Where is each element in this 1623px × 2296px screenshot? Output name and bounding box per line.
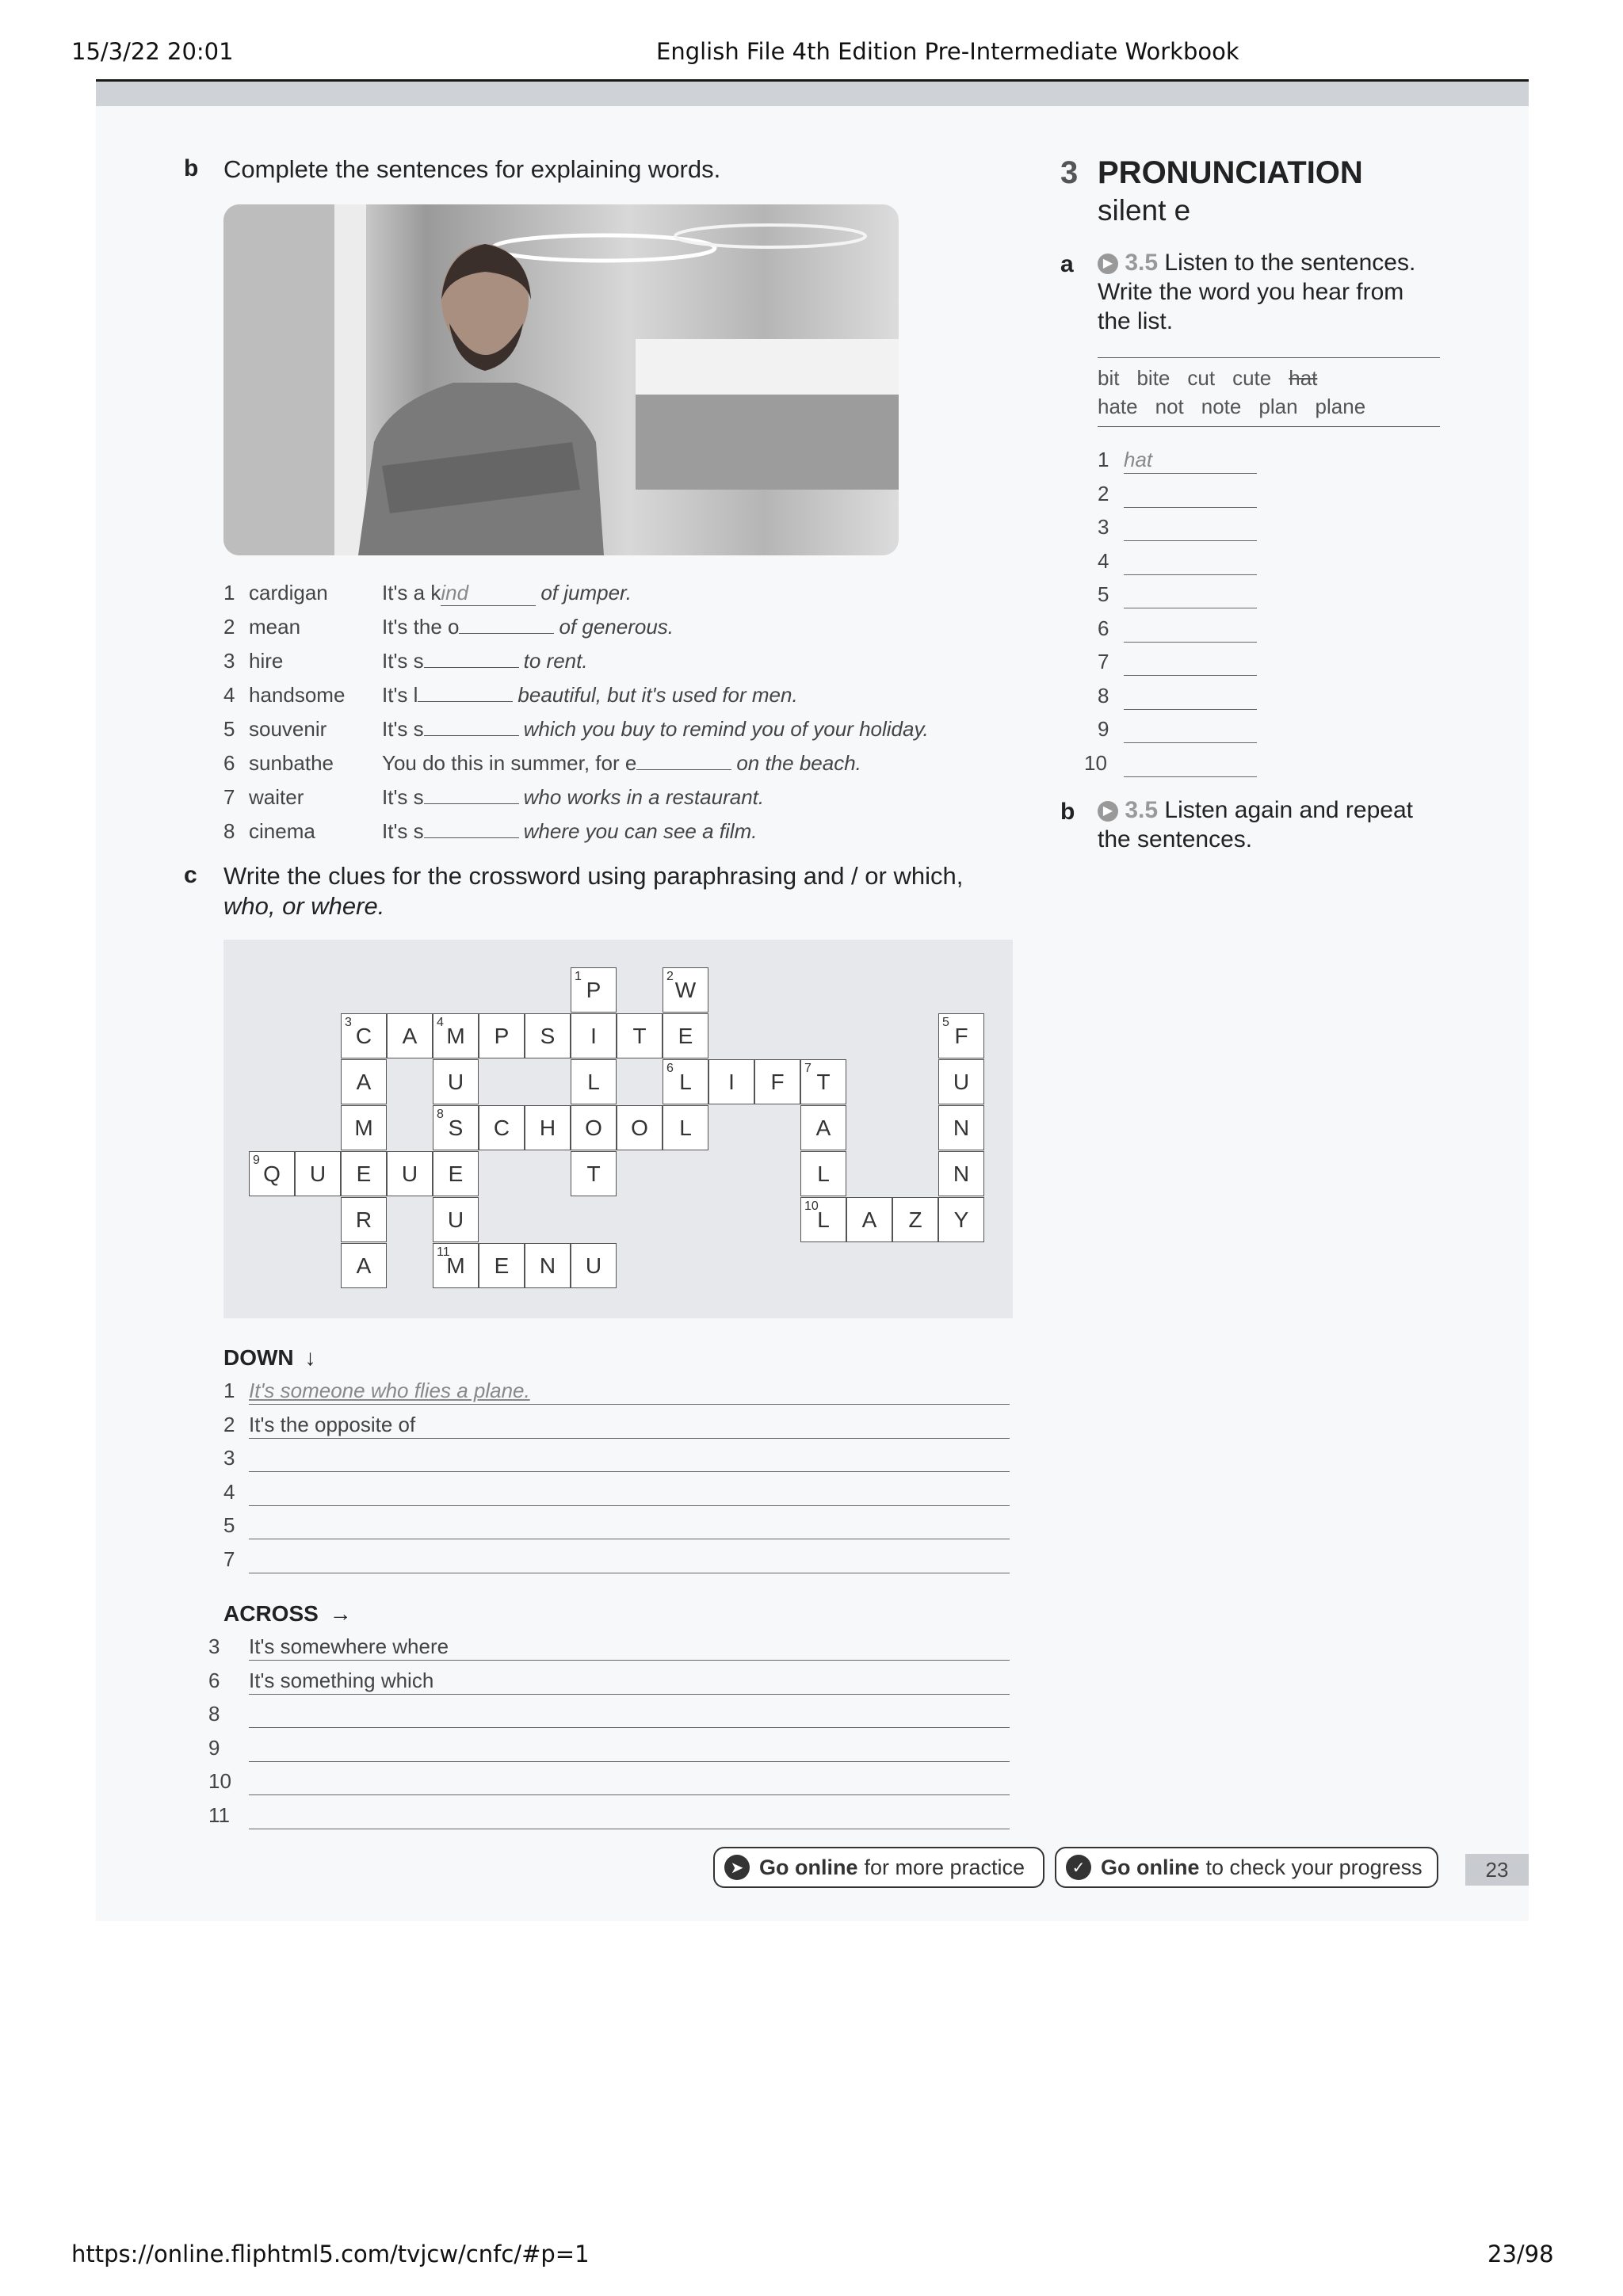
cell-letter: H [539, 1115, 556, 1140]
cell-letter: E [356, 1161, 372, 1186]
across-clue-line[interactable] [249, 1803, 1010, 1829]
section-subtitle-text: silent e [1098, 194, 1191, 227]
man-illustration [223, 204, 899, 555]
down-clue-num: 3 [223, 1446, 235, 1470]
clue-number: 11 [437, 1245, 450, 1259]
down-clue-line[interactable] [249, 1513, 1010, 1539]
across-clue-line[interactable] [249, 1769, 1010, 1795]
crossword-cell[interactable] [663, 1059, 708, 1104]
pron-answer-blank[interactable] [1124, 717, 1257, 743]
pron-a-line1 [1098, 250, 1415, 277]
cell-letter: U [447, 1207, 464, 1232]
exercise-b-num: 2 [223, 615, 235, 639]
crossword-cell[interactable] [479, 1105, 525, 1150]
pron-answer-num: 9 [1098, 717, 1109, 741]
crossword-cell[interactable] [433, 1151, 479, 1196]
pron-b-line2: the sentences. [1098, 826, 1253, 852]
pron-a-text1: Listen to the sentences. [1164, 250, 1416, 276]
btn2-text: to check your progress [1205, 1855, 1423, 1879]
sentence-start: It's s [382, 819, 424, 843]
go-online-progress-button[interactable] [1055, 1847, 1438, 1888]
exercise-b-letter: b [184, 155, 199, 181]
cell-letter: A [861, 1207, 877, 1232]
across-heading [223, 1601, 352, 1627]
pron-b-letter: b [1060, 799, 1075, 825]
cell-letter: N [953, 1161, 970, 1186]
crossword-cell[interactable] [479, 1013, 525, 1058]
crossword-cell[interactable] [938, 1059, 984, 1104]
cell-letter: A [402, 1023, 418, 1048]
crossword-cell[interactable] [433, 1105, 479, 1150]
sentence-start: It's s [382, 717, 424, 741]
down-arrow-icon: ↓ [304, 1345, 316, 1370]
exercise-b-num: 3 [223, 649, 235, 673]
crossword-cell[interactable] [571, 1243, 617, 1288]
exercise-b-sentence [382, 649, 588, 673]
cell-letter: S [540, 1023, 556, 1048]
word-option: bite [1136, 366, 1170, 390]
cell-letter: E [448, 1161, 464, 1186]
sentence-start: It's s [382, 649, 424, 673]
clue-number: 3 [345, 1016, 352, 1029]
cell-letter: C [355, 1023, 372, 1048]
crossword-cell[interactable] [387, 1013, 433, 1058]
audio-icon[interactable]: ▶ [1098, 254, 1118, 274]
crossword-cell[interactable] [433, 1197, 479, 1242]
down-title: DOWN [223, 1345, 294, 1370]
word-box-top-rule [1098, 357, 1440, 358]
pron-b-line1 [1098, 797, 1413, 824]
crossword-cell[interactable] [571, 1105, 617, 1150]
exercise-b-sentence [382, 819, 757, 844]
btn2-bold: Go online [1101, 1855, 1200, 1879]
clue-number: 7 [804, 1062, 812, 1075]
pron-b-text1: Listen again and repeat [1164, 797, 1413, 823]
pron-answer-num: 2 [1098, 482, 1109, 505]
crossword-cell[interactable] [433, 1243, 479, 1288]
clue-number: 2 [666, 970, 674, 983]
word-option: note [1201, 395, 1242, 418]
across-clue-num: 3 [208, 1634, 220, 1658]
cell-letter: P [586, 977, 601, 1002]
sentence-start: It's the o [382, 615, 460, 639]
crossword-cell[interactable] [938, 1197, 984, 1242]
cell-letter: M [354, 1115, 373, 1140]
cell-letter: L [817, 1161, 830, 1186]
sentence-start: It's s [382, 785, 424, 809]
crossword-cell[interactable] [387, 1151, 433, 1196]
exercise-b-word: souvenir [249, 717, 327, 741]
down-clue-text: It's someone who flies a plane. [249, 1379, 530, 1402]
btn1-text: for more practice [864, 1855, 1025, 1879]
cell-letter: W [674, 977, 697, 1002]
sentence-end: of jumper. [540, 581, 632, 605]
clue-number: 8 [437, 1108, 444, 1121]
cell-letter: E [494, 1253, 510, 1278]
cell-letter: U [953, 1069, 970, 1094]
answer-blank[interactable] [424, 803, 519, 804]
across-clue-num: 11 [208, 1803, 230, 1827]
word-option: cute [1232, 366, 1272, 390]
across-clue-line[interactable] [249, 1736, 1010, 1762]
cell-letter: Z [908, 1207, 922, 1232]
cell-letter: E [678, 1023, 693, 1048]
cell-letter: L [587, 1069, 600, 1094]
pron-answer-num: 5 [1098, 582, 1109, 606]
section-subtitle [1098, 194, 1190, 227]
down-clue-num: 7 [223, 1547, 235, 1571]
sentence-start: It's a k [382, 581, 441, 605]
sentence-end: on the beach. [736, 751, 861, 775]
cell-letter: F [770, 1069, 785, 1094]
word-option: plan [1258, 395, 1298, 418]
crossword-cell[interactable] [617, 1105, 663, 1150]
pron-answer-num: 7 [1098, 650, 1109, 673]
cell-letter: S [448, 1115, 464, 1140]
crossword-cell[interactable] [525, 1243, 571, 1288]
cell-letter: T [586, 1161, 601, 1186]
pron-answer-num: 8 [1098, 684, 1109, 707]
across-clue-text: It's something which [249, 1669, 434, 1692]
crossword-cell[interactable] [341, 1105, 387, 1150]
check-icon: ✓ [1066, 1855, 1091, 1880]
crossword-cell[interactable] [800, 1059, 846, 1104]
pron-answer-blank[interactable] [1124, 751, 1257, 777]
pron-a-line2: Write the word you hear from [1098, 279, 1404, 305]
crossword-cell[interactable] [663, 967, 708, 1013]
cell-letter: O [631, 1115, 648, 1140]
word-option: cut [1187, 366, 1216, 390]
cell-letter: T [632, 1023, 647, 1048]
crossword-cell[interactable] [525, 1013, 571, 1058]
cell-letter: I [590, 1023, 597, 1048]
word-list-row2 [1098, 395, 1383, 419]
exercise-b-sentence [382, 683, 798, 707]
down-clue-text: It's the opposite of [249, 1413, 416, 1436]
across-title: ACROSS [223, 1601, 319, 1626]
print-doc-title: English File 4th Edition Pre-Intermediate Workbook [656, 38, 1239, 65]
down-clue-line[interactable] [249, 1480, 1010, 1506]
crossword-cell[interactable] [341, 1243, 387, 1288]
cell-letter: T [816, 1069, 831, 1094]
down-clue-num: 1 [223, 1379, 235, 1402]
down-clue-line[interactable] [249, 1413, 1010, 1439]
answer-blank[interactable] [424, 837, 519, 838]
word-option: hat [1289, 366, 1318, 390]
across-clue-num: 6 [208, 1669, 220, 1692]
word-option: bit [1098, 366, 1120, 390]
clue-number: 6 [666, 1062, 674, 1075]
answer-blank[interactable] [636, 769, 731, 770]
cell-letter: A [356, 1069, 372, 1094]
go-online-practice-button[interactable] [713, 1847, 1044, 1888]
pron-answer-num: 4 [1098, 549, 1109, 573]
exercise-b-sentence [382, 785, 764, 810]
crossword-cell[interactable] [341, 1059, 387, 1104]
exercise-b-num: 4 [223, 683, 235, 707]
exercise-b-sentence [382, 615, 674, 639]
cell-letter: M [446, 1253, 465, 1278]
pron-answer-blank[interactable] [1124, 482, 1257, 508]
across-clue-num: 10 [208, 1769, 231, 1793]
exercise-b-word: sunbathe [249, 751, 334, 775]
crossword-cell[interactable] [800, 1151, 846, 1196]
exercise-b-num: 5 [223, 717, 235, 741]
pron-answer-blank[interactable] [1124, 616, 1257, 643]
crossword-cell[interactable] [525, 1105, 571, 1150]
pron-answer-num: 6 [1098, 616, 1109, 640]
cell-letter: U [401, 1161, 418, 1186]
pron-answer-num: 1 [1098, 448, 1109, 471]
cell-letter: C [493, 1115, 510, 1140]
crossword-cell[interactable] [433, 1013, 479, 1058]
cell-letter: M [446, 1023, 465, 1048]
answer-blank[interactable] [459, 633, 554, 634]
exercise-b-word: hire [249, 649, 284, 673]
exercise-b-word: mean [249, 615, 301, 639]
answer-blank[interactable] [424, 667, 519, 668]
crossword-cell[interactable] [938, 1151, 984, 1196]
down-clue-num: 4 [223, 1480, 235, 1504]
word-box-bottom-rule [1098, 426, 1440, 427]
sentence-end: of generous. [559, 615, 674, 639]
exercise-c-instruction-line2: who, or where. [223, 892, 385, 920]
word-list-row1 [1098, 366, 1335, 391]
word-option: plane [1315, 395, 1366, 418]
answer-blank[interactable] [418, 701, 513, 702]
clue-number: 5 [942, 1016, 949, 1029]
pron-answer-blank[interactable] [1124, 650, 1257, 676]
down-heading [223, 1345, 315, 1371]
pron-a-line3: the list. [1098, 308, 1174, 334]
exercise-c-letter: c [184, 862, 197, 888]
page-number: 23 [1485, 1857, 1509, 1882]
sentence-end: to rent. [523, 649, 588, 673]
print-url[interactable]: https://online.fliphtml5.com/tvjcw/cnfc/#p=1 [71, 2241, 590, 2267]
exercise-b-num: 8 [223, 819, 235, 843]
cell-letter: U [447, 1069, 464, 1094]
page-top-edge [96, 79, 1529, 106]
crossword-cell[interactable] [617, 1013, 663, 1058]
across-arrow-icon: → [329, 1601, 352, 1626]
exercise-b-num: 7 [223, 785, 235, 809]
cell-letter: N [539, 1253, 556, 1278]
man-photo [223, 204, 899, 555]
cell-letter: L [679, 1115, 692, 1140]
print-datetime: 15/3/22 20:01 [71, 38, 234, 65]
btn1-bold: Go online [759, 1855, 858, 1879]
sentence-end: which you buy to remind you of your holiday. [523, 717, 929, 741]
sentence-end: where you can see a film. [523, 819, 758, 843]
across-clue-line[interactable] [249, 1669, 1010, 1695]
cell-letter: Y [953, 1207, 969, 1232]
crossword-cell[interactable] [571, 1151, 617, 1196]
exercise-b-word: waiter [249, 785, 304, 809]
crossword-cell[interactable] [341, 1013, 387, 1058]
down-clue-num: 2 [223, 1413, 235, 1436]
clue-number: 9 [253, 1154, 260, 1167]
exercise-b-word: cardigan [249, 581, 328, 605]
cell-letter: F [954, 1023, 968, 1048]
crossword-cell[interactable] [846, 1197, 892, 1242]
exercise-b-word: cinema [249, 819, 315, 843]
cell-letter: U [585, 1253, 602, 1278]
pron-answer-blank[interactable] [1124, 515, 1257, 541]
sentence-start: It's l [382, 683, 418, 707]
crossword-cell[interactable] [571, 1013, 617, 1058]
cell-letter: L [817, 1207, 830, 1232]
crossword-cell[interactable] [295, 1151, 341, 1196]
down-clue-line[interactable] [249, 1379, 1010, 1405]
exercise-b-word: handsome [249, 683, 346, 707]
audio-track-number-2: 3.5 [1125, 797, 1159, 823]
cursor-icon: ➤ [724, 1855, 750, 1880]
crossword-cell[interactable] [571, 1059, 617, 1104]
crossword-cell[interactable] [800, 1105, 846, 1150]
cell-letter: I [728, 1069, 735, 1094]
clue-number: 4 [437, 1016, 444, 1029]
across-clue-text: It's somewhere where [249, 1634, 449, 1658]
cell-letter: O [585, 1115, 602, 1140]
pron-answer-num: 10 [1084, 751, 1107, 775]
exercise-b-num: 6 [223, 751, 235, 775]
cell-letter: Q [263, 1161, 281, 1186]
crossword-cell[interactable] [938, 1013, 984, 1058]
print-page-count: 23/98 [1487, 2241, 1554, 2267]
pron-answer-blank[interactable]: hat [1124, 448, 1257, 474]
down-clue-num: 5 [223, 1513, 235, 1537]
crossword-cell[interactable] [800, 1197, 846, 1242]
exercise-b-instruction: Complete the sentences for explaining words. [223, 155, 721, 183]
down-clue-line[interactable] [249, 1446, 1010, 1472]
crossword-cell[interactable] [938, 1105, 984, 1150]
audio-icon-2[interactable]: ▶ [1098, 801, 1118, 822]
crossword-cell[interactable] [479, 1243, 525, 1288]
page-number-badge [1465, 1854, 1529, 1886]
word-option: hate [1098, 395, 1138, 418]
pron-answer-blank[interactable] [1124, 549, 1257, 575]
section-title: PRONUNCIATION [1098, 155, 1363, 190]
crossword-cell[interactable] [708, 1059, 754, 1104]
pron-answer-blank[interactable] [1124, 582, 1257, 608]
across-clue-line[interactable] [249, 1634, 1010, 1661]
pron-answer-blank[interactable] [1124, 684, 1257, 710]
word-option: not [1155, 395, 1184, 418]
clue-number: 10 [804, 1199, 819, 1213]
exercise-c-instruction-line1: Write the clues for the crossword using paraphrasing and / or which, [223, 862, 964, 890]
clue-number: 1 [575, 970, 582, 983]
cell-letter: L [679, 1069, 692, 1094]
exercise-b-sentence [382, 751, 861, 776]
across-clue-num: 9 [208, 1736, 220, 1760]
cell-letter: U [309, 1161, 327, 1186]
cell-letter: A [815, 1115, 831, 1140]
exercise-b-num: 1 [223, 581, 235, 605]
crossword-cell[interactable] [341, 1197, 387, 1242]
crossword-cell[interactable] [754, 1059, 800, 1104]
answer-blank[interactable] [424, 735, 519, 736]
sentence-end: who works in a restaurant. [523, 785, 765, 809]
cell-letter: R [355, 1207, 372, 1232]
crossword-cell[interactable] [341, 1151, 387, 1196]
cell-letter: P [494, 1023, 510, 1048]
across-clue-line[interactable] [249, 1702, 1010, 1728]
cell-letter: A [356, 1253, 372, 1278]
exercise-b-sentence [382, 581, 632, 606]
cell-letter: N [953, 1115, 970, 1140]
across-clue-num: 8 [208, 1702, 220, 1726]
sentence-end: beautiful, but it's used for men. [517, 683, 798, 707]
pron-answer-num: 3 [1098, 515, 1109, 539]
crossword-cell[interactable] [571, 967, 617, 1013]
audio-track-number: 3.5 [1125, 250, 1159, 276]
crossword-cell[interactable] [892, 1197, 938, 1242]
exercise-b-sentence [382, 717, 929, 742]
crossword-cell[interactable] [249, 1151, 295, 1196]
answer-blank[interactable]: ind [441, 581, 536, 606]
crossword-cell[interactable] [663, 1013, 708, 1058]
crossword-cell[interactable] [433, 1059, 479, 1104]
crossword-cell[interactable] [663, 1105, 708, 1150]
section-number: 3 [1060, 155, 1079, 190]
sentence-start: You do this in summer, for e [382, 751, 637, 775]
down-clue-line[interactable] [249, 1547, 1010, 1573]
pron-a-letter: a [1060, 251, 1074, 277]
